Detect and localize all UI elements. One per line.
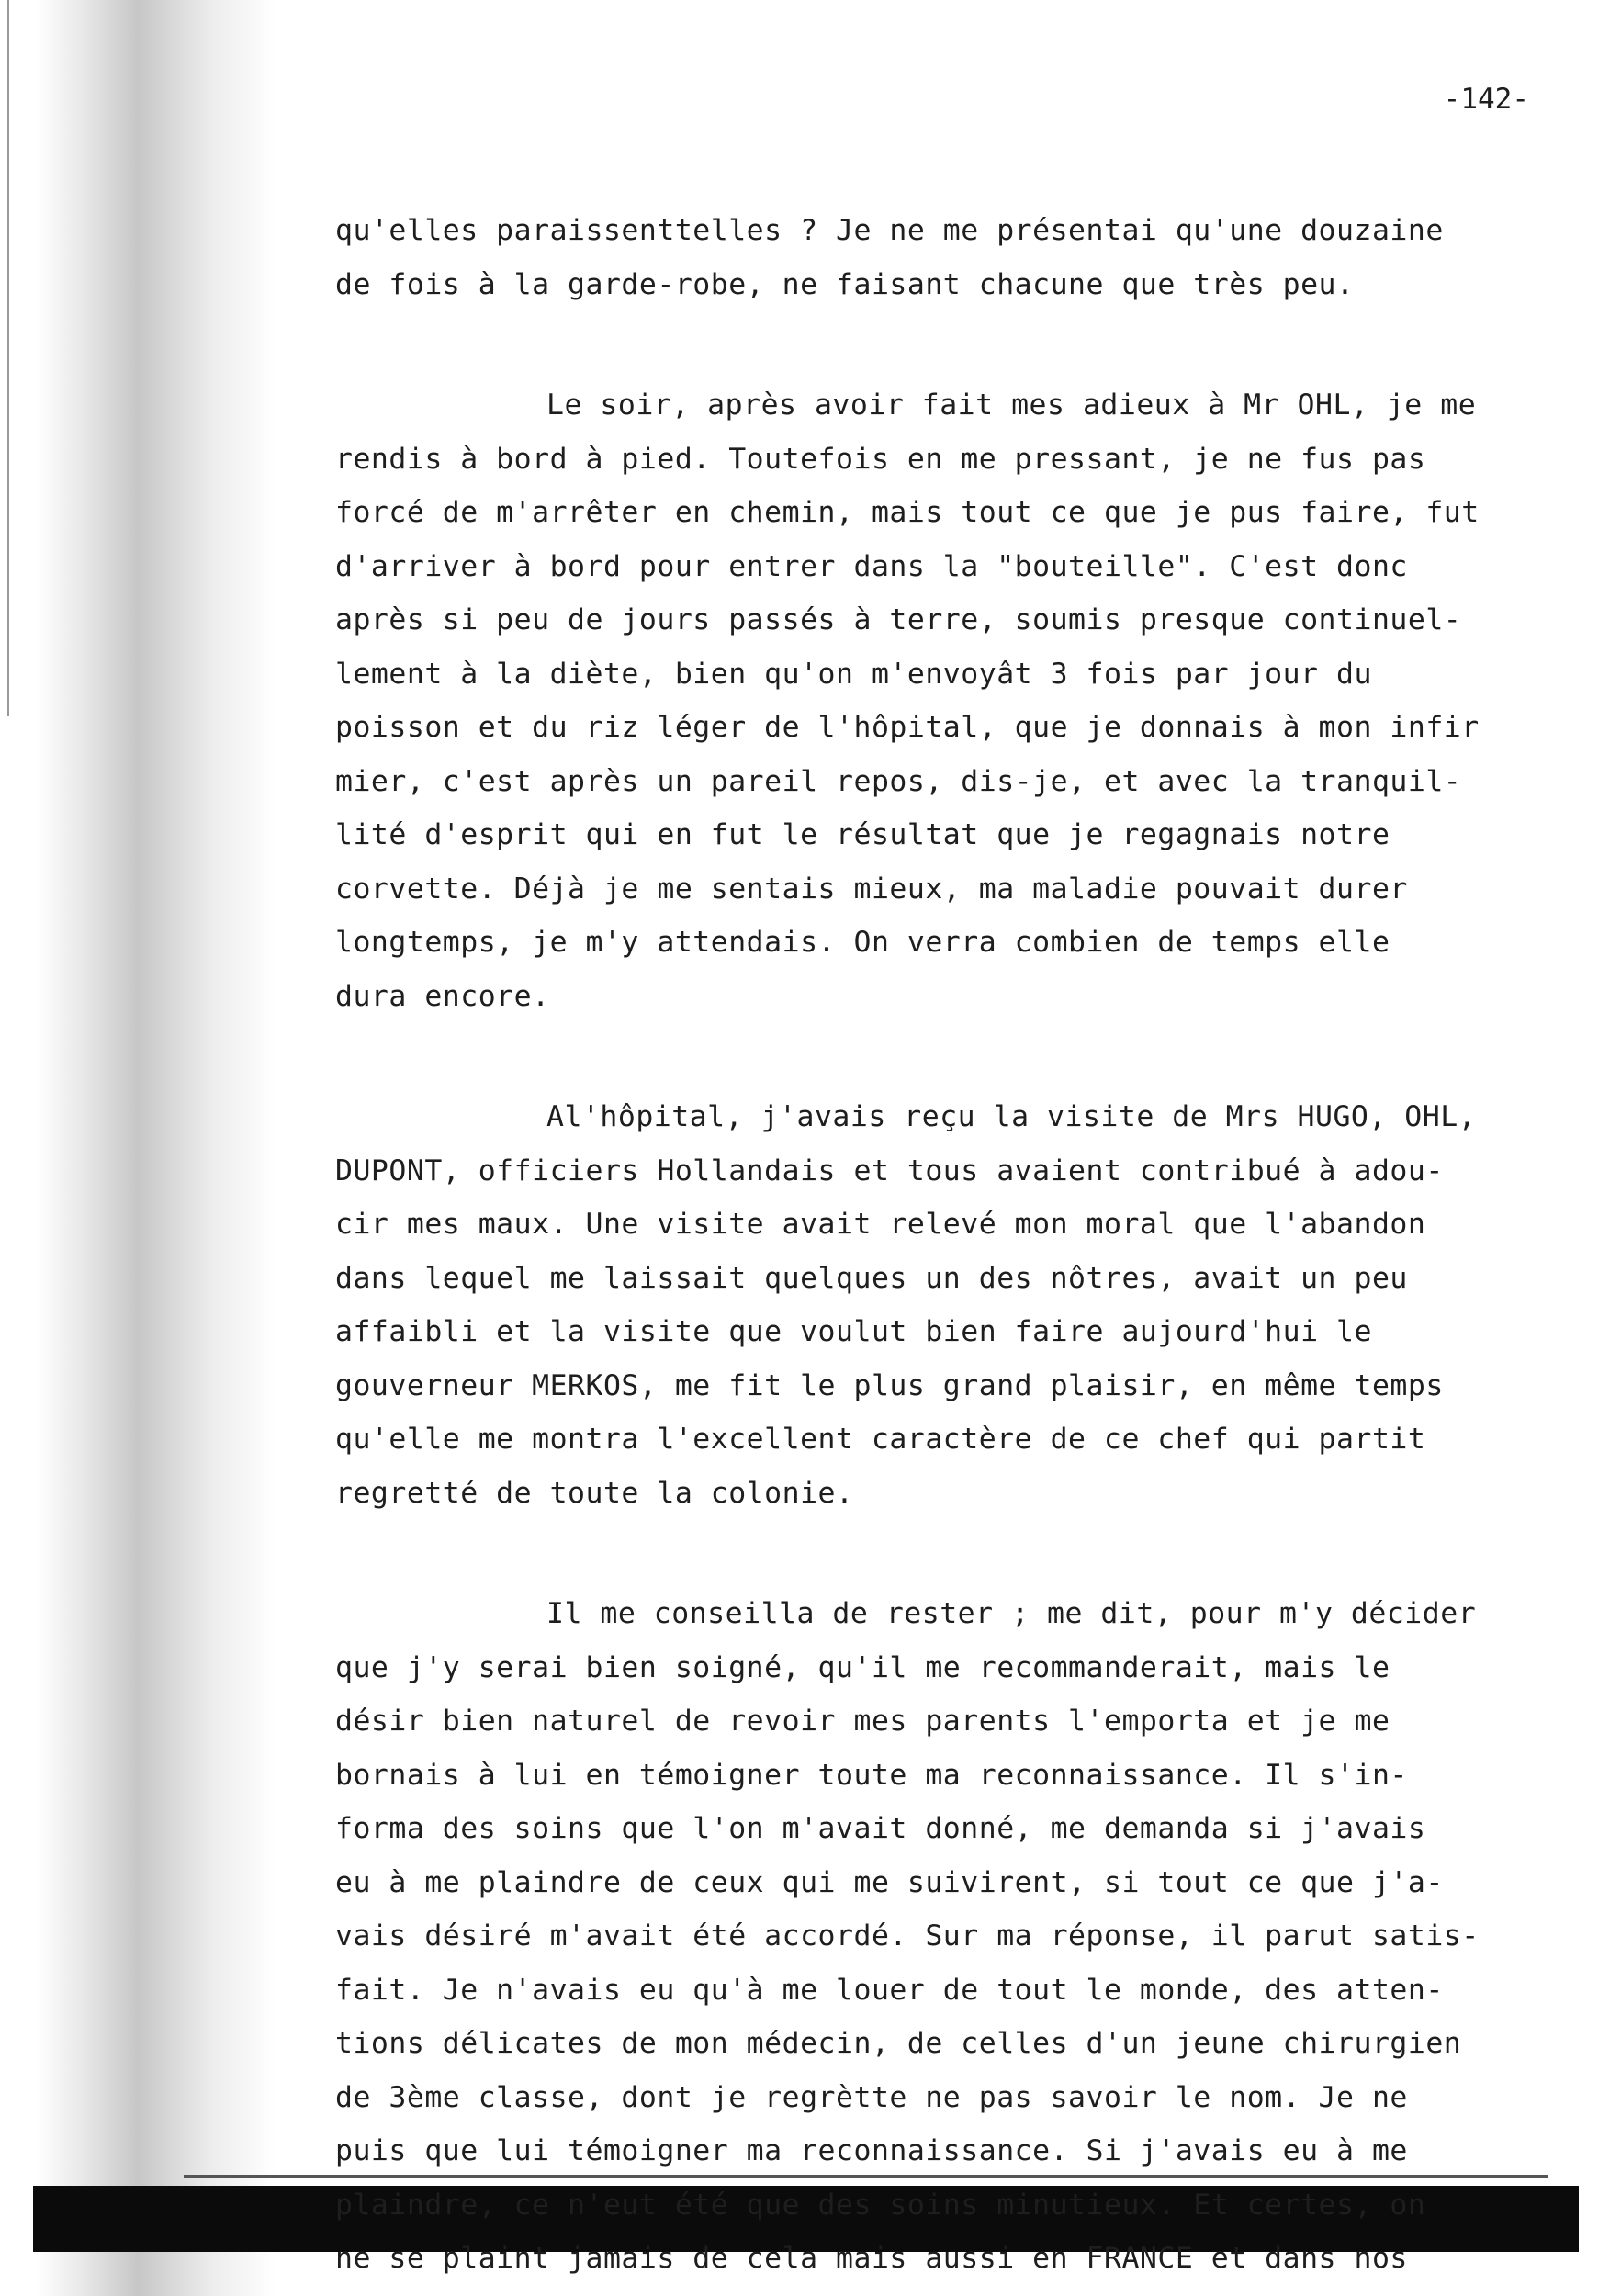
- text-line: lement à la diète, bien qu'on m'envoyât 3 fois par jour du: [335, 657, 1372, 691]
- text-line: vais désiré m'avait été accordé. Sur ma réponse, il parut satis-: [335, 1919, 1480, 1953]
- text-line: DUPONT, officiers Hollandais et tous avaient contribué à adou-: [335, 1154, 1444, 1187]
- text-line: poisson et du riz léger de l'hôpital, que je donnais à mon infir: [335, 711, 1480, 744]
- paragraph: [335, 1587, 1584, 2286]
- text-line: de fois à la garde-robe, ne faisant chacune que très peu.: [335, 267, 1355, 301]
- text-line: longtemps, je m'y attendais. On verra combien de temps elle: [335, 926, 1390, 959]
- paragraph: [335, 378, 1584, 1023]
- text-line: mier, c'est après un pareil repos, dis-je, et avec la tranquil-: [335, 764, 1462, 798]
- page-number: -142-: [1443, 83, 1529, 116]
- text-line: après si peu de jours passés à terre, soumis presque continuel-: [335, 603, 1462, 636]
- text-line: tions délicates de mon médecin, de celles d'un jeune chirurgien: [335, 2027, 1462, 2060]
- text-line: Al'hôpital, j'avais reçu la visite de Mrs HUGO, OHL,: [546, 1100, 1477, 1133]
- text-line: forcé de m'arrêter en chemin, mais tout ce que je pus faire, fut: [335, 496, 1480, 529]
- text-line: forma des soins que l'on m'avait donné, me demanda si j'avais: [335, 1812, 1426, 1845]
- text-line: Le soir, après avoir fait mes adieux à Mr OHL, je me: [546, 388, 1477, 422]
- text-line: cir mes maux. Une visite avait relevé mon moral que l'abandon: [335, 1208, 1426, 1241]
- text-line: plaindre, ce n'eut été que des soins minutieux. Et certes, on: [335, 2188, 1426, 2222]
- text-line: qu'elle me montra l'excellent caractère de ce chef qui partit: [335, 1423, 1426, 1456]
- text-line: Il me conseilla de rester ; me dit, pour m'y décider: [546, 1597, 1477, 1630]
- paragraph: [335, 204, 1584, 311]
- text-line: de 3ème classe, dont je regrètte ne pas savoir le nom. Je ne: [335, 2080, 1408, 2114]
- text-line: regretté de toute la colonie.: [335, 1476, 854, 1510]
- text-line: affaibli et la visite que voulut bien faire aujourd'hui le: [335, 1315, 1372, 1348]
- text-line: dura encore.: [335, 979, 550, 1013]
- scan-edge-shadow: [0, 0, 276, 2296]
- text-line: fait. Je n'avais eu qu'à me louer de tout le monde, des atten-: [335, 1973, 1444, 2007]
- text-line: ne se plaint jamais de cela mais aussi en FRANCE et dans nos: [335, 2242, 1408, 2275]
- body-text: [335, 204, 1584, 2286]
- text-line: d'arriver à bord pour entrer dans la "bouteille". C'est donc: [335, 549, 1408, 583]
- text-line: rendis à bord à pied. Toutefois en me pressant, je ne fus pas: [335, 442, 1426, 476]
- text-line: eu à me plaindre de ceux qui me suivirent, si tout ce que j'a-: [335, 1865, 1444, 1899]
- text-line: corvette. Déjà je me sentais mieux, ma maladie pouvait durer: [335, 872, 1408, 906]
- text-line: dans lequel me laissait quelques un des nôtres, avait un peu: [335, 1261, 1408, 1295]
- text-line: bornais à lui en témoigner toute ma reconnaissance. Il s'in-: [335, 1758, 1408, 1792]
- text-line: que j'y serai bien soigné, qu'il me recommanderait, mais le: [335, 1650, 1390, 1684]
- text-line: puis que lui témoigner ma reconnaissance. Si j'avais eu à me: [335, 2134, 1408, 2167]
- text-line: qu'elles paraissenttelles ? Je ne me présentai qu'une douzaine: [335, 214, 1444, 247]
- text-line: gouverneur MERKOS, me fit le plus grand plaisir, en même temps: [335, 1368, 1444, 1402]
- paragraph: [335, 1090, 1584, 1520]
- text-line: lité d'esprit qui en fut le résultat que je regagnais notre: [335, 818, 1390, 851]
- text-line: désir bien naturel de revoir mes parents l'emporta et je me: [335, 1705, 1390, 1738]
- scan-edge-line: [7, 0, 9, 716]
